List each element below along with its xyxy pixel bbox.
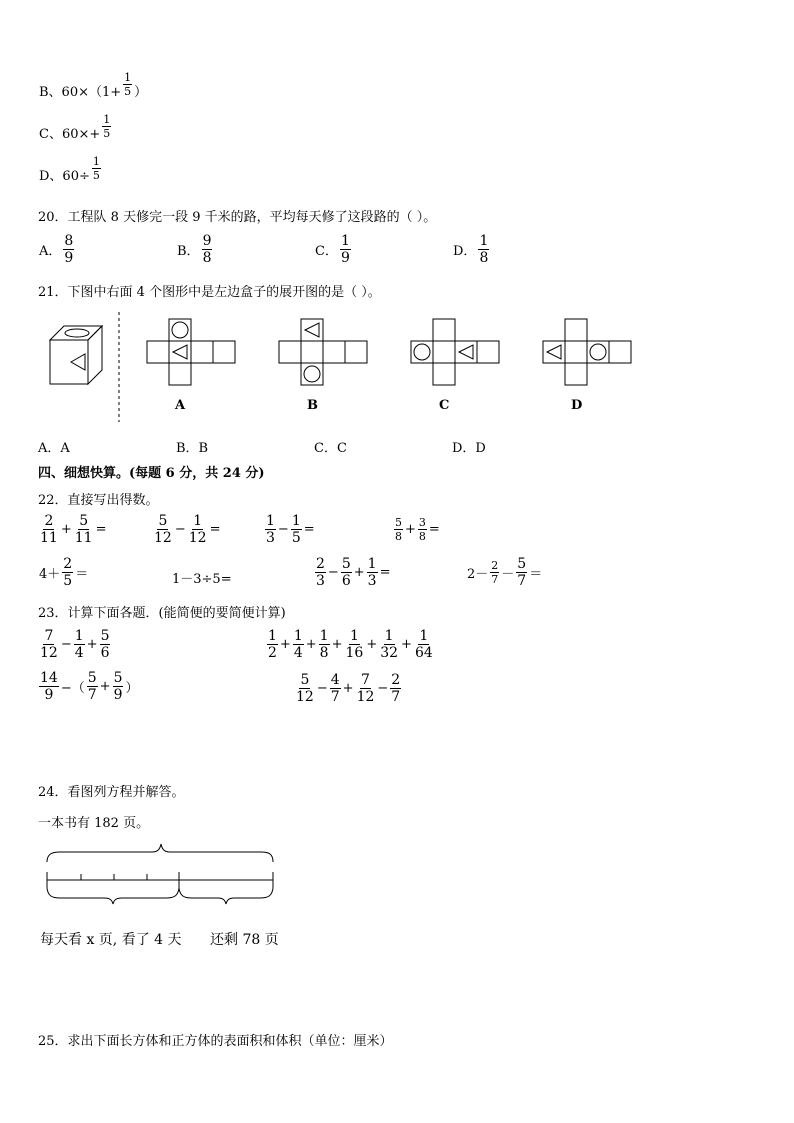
q22-expr-5: 4＋ $\frac{2}{5}$ ＝ xyxy=(39,556,89,589)
box-cube xyxy=(50,326,102,384)
q19-option-b: B、60×（1+ $\frac{1}{5}$ ） xyxy=(39,71,148,100)
fraction: $\frac{1}{5}$ xyxy=(103,113,111,140)
q23-expr-3: $\frac{14}{9}$ −（ $\frac{5}{7}$ + $\frac{5}{9}$ ） xyxy=(40,670,139,703)
q24-line-diagram xyxy=(0,840,794,920)
net-d xyxy=(543,319,631,385)
q24-book-text: 一本书有 182 页。 xyxy=(38,816,150,831)
q19-option-d: D、60÷ $\frac{1}{5}$ xyxy=(39,155,100,184)
q25-text: 25．求出下面长方体和正方体的表面积和体积（单位：厘米） xyxy=(38,1034,393,1049)
q21-option-b: B．B xyxy=(176,441,209,456)
net-label-b: B xyxy=(307,398,318,413)
q23-expr-2: $\frac{1}{2}$ + $\frac{1}{4}$ + $\frac{1}{8}$ + $\frac{1}{16}$ + $\frac{1}{32}$ + $\frac{1}{64}$ xyxy=(268,628,433,661)
q22-expr-7: $\frac{2}{3}$ − $\frac{5}{6}$ + $\frac{1}{3}$ = xyxy=(316,556,391,589)
q20-option-c: C． $\frac{1}{9}$ xyxy=(315,233,350,266)
q22-expr-1: $\frac{2}{11}$ + $\frac{5}{11}$ = xyxy=(40,513,107,546)
q22-expr-6: 1－3÷5= xyxy=(172,572,232,587)
q22-text: 22．直接写出得数。 xyxy=(38,493,159,508)
q20-option-b: B． $\frac{9}{8}$ xyxy=(177,233,212,266)
net-c xyxy=(411,319,499,385)
section-title: 四、细想快算。(每题 6 分，共 24 分) xyxy=(38,466,265,481)
q20-option-a: A． $\frac{8}{9}$ xyxy=(39,233,74,266)
q22-expr-2: $\frac{5}{12}$ − $\frac{1}{12}$ = xyxy=(154,513,221,546)
q21-option-a: A．A xyxy=(38,441,70,456)
q24-text: 24．看图列方程并解答。 xyxy=(38,785,185,800)
q23-expr-4: $\frac{5}{12}$ − $\frac{4}{7}$ + $\frac{7}{12}$ − $\frac{2}{7}$ xyxy=(296,672,401,705)
net-label-c: C xyxy=(439,398,450,413)
q19-option-c: C、60×+ $\frac{1}{5}$ xyxy=(39,113,111,142)
q21-text: 21．下图中右面 4 个图形中是左边盒子的展开图的是（ ）。 xyxy=(38,285,381,300)
q24-label-left: 每天看 x 页, 看了 4 天 xyxy=(40,932,182,948)
q21-option-d: D．D xyxy=(452,441,486,456)
q21-option-c: C．C xyxy=(314,441,347,456)
q22-expr-8: 2－ $\frac{2}{7}$ － $\frac{5}{7}$ ＝ xyxy=(467,556,543,589)
net-label-a: A xyxy=(175,398,186,413)
q23-text: 23．计算下面各题．(能简便的要简便计算) xyxy=(38,606,286,621)
q22-expr-4: $\frac{5}{8}$ + $\frac{3}{8}$ = xyxy=(395,516,440,543)
net-b xyxy=(279,319,367,385)
q23-expr-1: $\frac{7}{12}$ − $\frac{1}{4}$ + $\frac{5}{6}$ xyxy=(40,628,110,661)
net-label-d: D xyxy=(571,398,583,413)
net-a xyxy=(147,319,235,385)
q20-text: 20．工程队 8 天修完一段 9 千米的路，平均每天修了这段路的（ ）。 xyxy=(38,210,437,225)
q22-expr-3: $\frac{1}{3}$ − $\frac{1}{5}$ = xyxy=(266,513,315,546)
fraction: $\frac{1}{5}$ xyxy=(92,155,100,182)
q20-option-d: D． $\frac{1}{8}$ xyxy=(453,233,489,266)
q24-label-right: 还剩 78 页 xyxy=(210,932,279,948)
fraction: $\frac{1}{5}$ xyxy=(124,71,132,98)
q21-figure xyxy=(0,300,794,430)
